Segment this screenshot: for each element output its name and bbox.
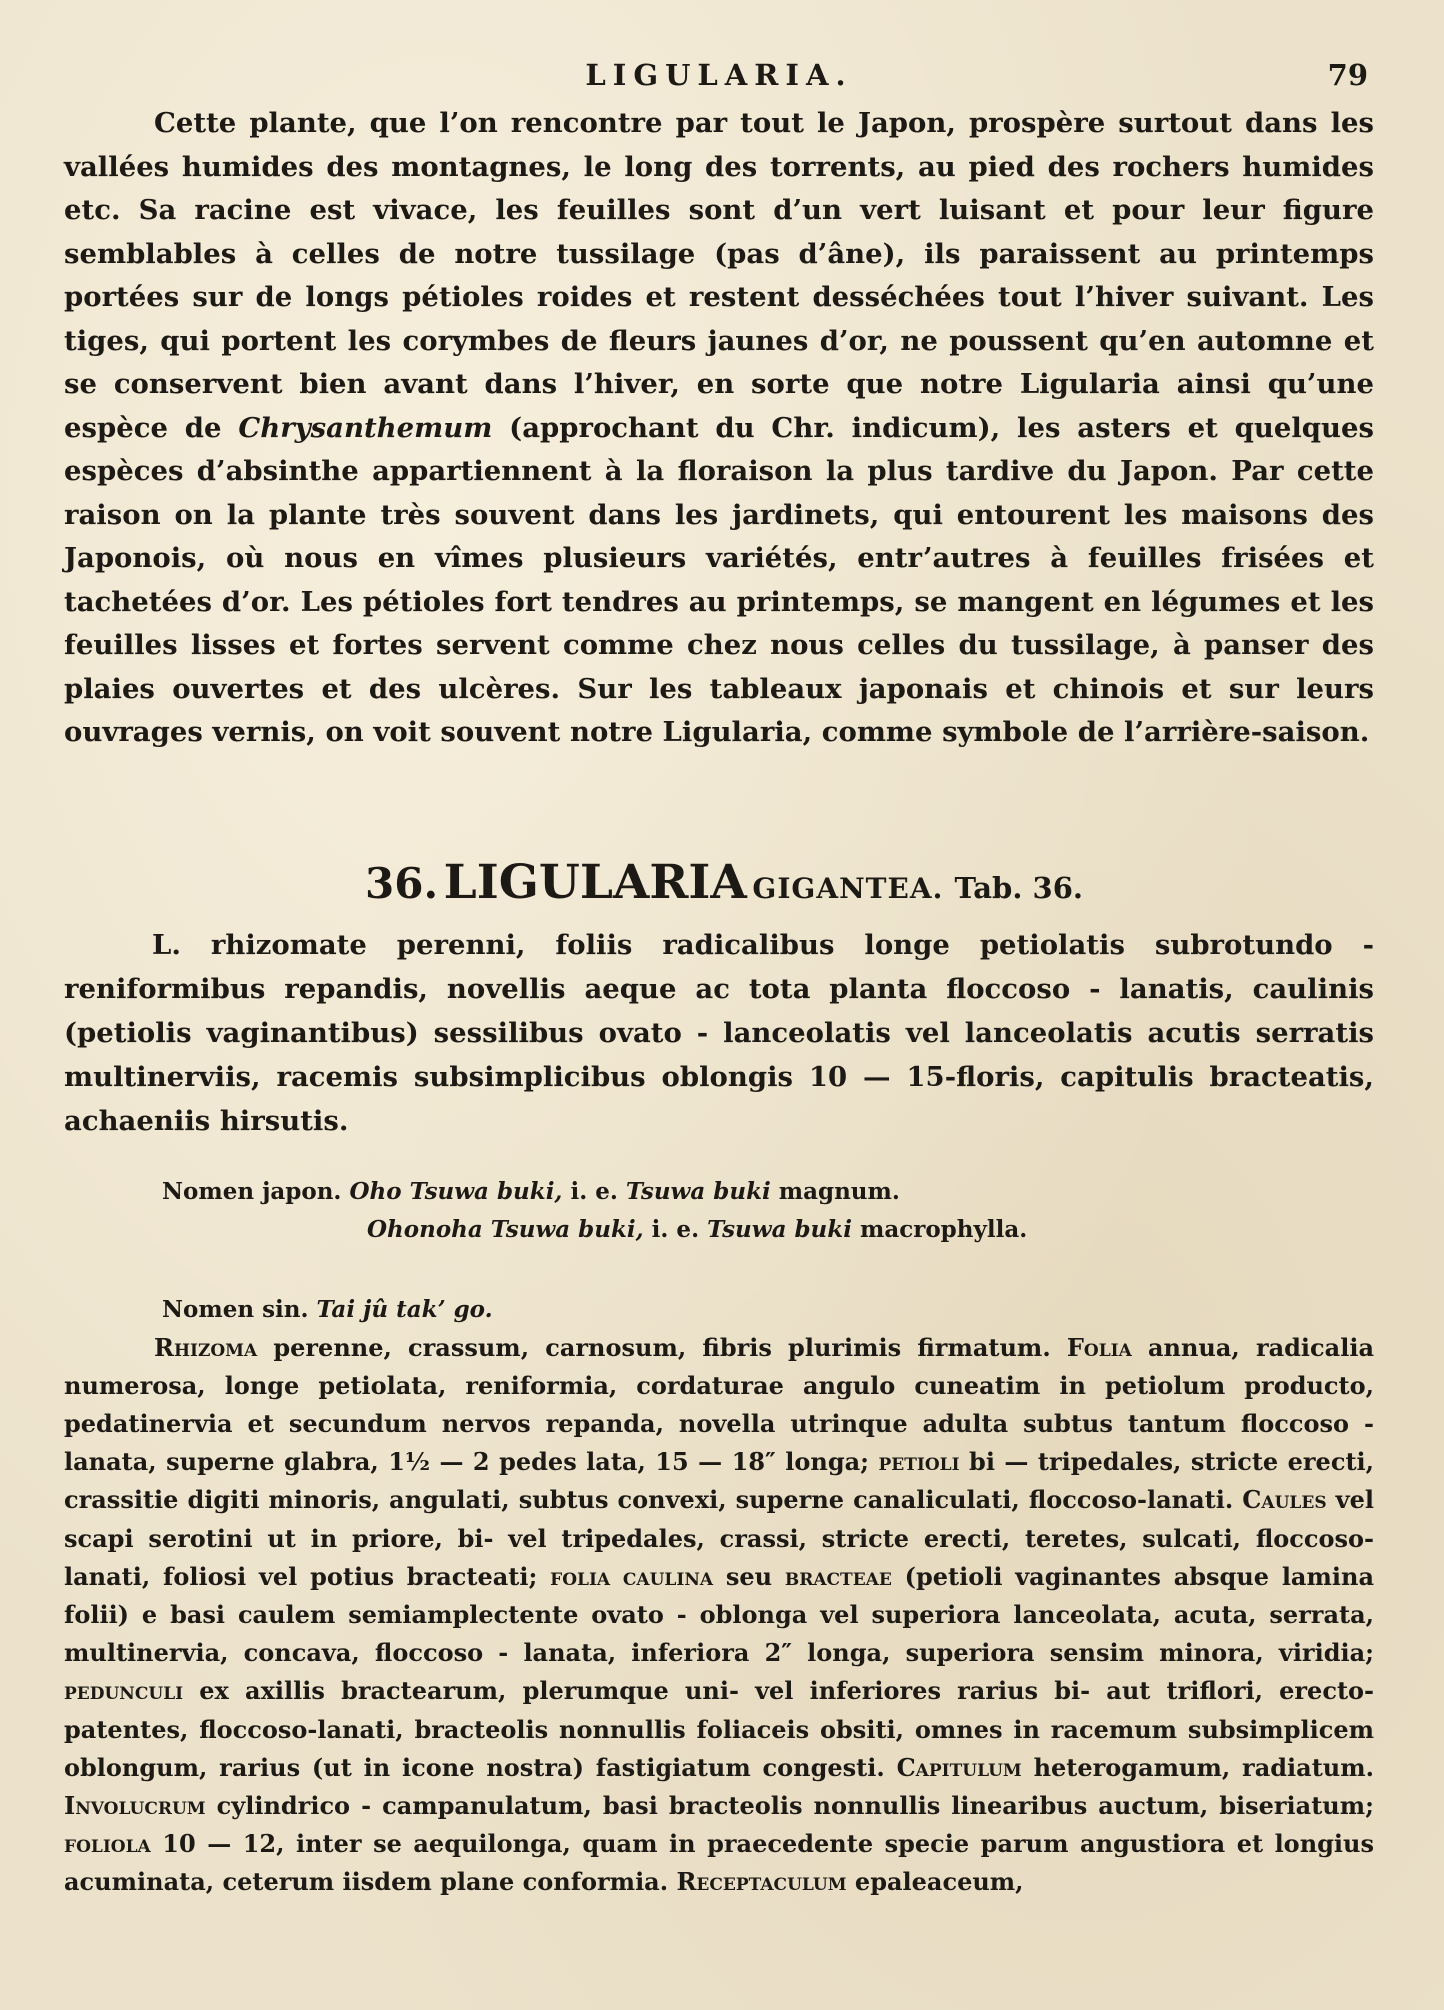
page-header bbox=[64, 58, 1374, 102]
section-genus: LIGULARIA bbox=[443, 854, 747, 910]
nomen-sin-line: Nomen sin. Tai jû tak’ go. bbox=[162, 1295, 493, 1323]
nomen-japon-line-1: Nomen japon. Oho Tsuwa buki, i. e. Tsuwa buki magnum. bbox=[162, 1177, 900, 1205]
chrysanthemum-italic: Chrysanthemum bbox=[238, 411, 493, 444]
diagnosis-paragraph: L. rhizomate perenni, foliis radicalibus longe petiolatis subrotundo - reniformibus repandis, novellis aeque ac tota planta floccoso - lanatis, caulinis (petiolis vaginantibus) sessilibus ovato - lanceolatis vel lanceolatis acutis serratis multinerviis, racemis subsimplicibus oblongis 10 — 15-floris, capitulis bracteatis, achaeniis hirsutis. bbox=[64, 928, 1374, 1137]
intro-paragraph: Cette plante, que l’on rencontre par tout le Japon, prospère surtout dans les vallées humides des montagnes, le long des torrents, au pied des rochers humides etc. Sa racine est vivace, les feuilles sont d’un vert luisant et pour leur figure semblables à celles de notre tussilage (pas d’âne), ils paraissent au printemps portées sur de longs pétioles roides et restent desséchées tout l’hiver suivant. Les tiges, qui portent les corymbes de fleurs jaunes d’or, ne poussent qu’en automne et se conservent bien avant dans l’hiver, en sorte que notre Ligularia ainsi qu’une espèce de Chrysanthemum (approchant du Chr. indicum), les asters et quelques espèces d’absinthe appartiennent à la floraison la plus tardive du Japon. Par cette raison on la plante très souvent dans les jardinets, qui entourent les maisons des Japonois, où nous en vîmes plusieurs variétés, entr’autres à feuilles frisées et tachetées d’or. Les pétioles fort tendres au printemps, se mangent en légumes et les feuilles lisses et fortes servent comme chez nous celles du tussilage, à panser des plaies ouvertes et des ulcères. Sur les tableaux japonais et chinois et sur leurs ouvrages vernis, on voit souvent notre Ligularia, comme symbole de l’arrière-saison. bbox=[64, 107, 1374, 748]
section-number: 36. bbox=[365, 858, 439, 908]
running-title: LIGULARIA. bbox=[585, 58, 853, 92]
section-species: GIGANTEA. bbox=[752, 871, 944, 905]
section-heading bbox=[64, 853, 1374, 923]
section-tab-reference: Tab. 36. bbox=[954, 870, 1083, 905]
page-body bbox=[64, 102, 1374, 1902]
description-paragraph: Rhizoma perenne, crassum, carnosum, fibris plurimis firmatum. Folia annua, radicalia numerosa, longe petiolata, reniformia, cordaturae angulo cuneatim in petiolum producto, pedatinervia et secundum nervos repanda, novella utrinque adulta subtus tantum floccoso - lanata, superne glabra, 1½ — 2 pedes lata, 15 — 18″ longa; petioli bi — tripedales, stricte erecti, crassitie digiti minoris, angulati, subtus convexi, superne canaliculati, floccoso-lanati. Caules vel scapi serotini ut in priore, bi- vel tripedales, crassi, stricte erecti, teretes, sulcati, floccoso-lanati, foliosi vel potius bracteati; folia caulina seu bracteae (petioli vaginantes absque lamina folii) e basi caulem semiamplectente ovato - oblonga vel superiora lanceolata, acuta, serrata, multinervia, concava, floccoso - lanata, inferiora 2″ longa, superiora sensim minora, viridia; pedunculi ex axillis bractearum, plerumque uni- vel inferiores rarius bi- aut triflori, erecto-patentes, floccoso-lanati, bracteolis nonnullis foliaceis obsiti, omnes in racemum subsimplicem oblongum, rarius (ut in icone nostra) fastigiatum congesti. Capitulum heterogamum, radiatum. Involucrum cylindrico - campanulatum, basi bracteolis nonnullis linearibus auctum, biseriatum; foliola 10 — 12, inter se aequilonga, quam in praecedente specie parum angustiora et longius acuminata, ceterum iisdem plane conformia. Receptaculum epaleaceum, bbox=[64, 1332, 1375, 1897]
nomen-japon-block bbox=[64, 1173, 1374, 1329]
page-number: 79 bbox=[1327, 58, 1368, 92]
nomen-japon-line-2: Ohonoha Tsuwa buki, i. e. Tsuwa buki macrophylla. bbox=[367, 1215, 1028, 1243]
